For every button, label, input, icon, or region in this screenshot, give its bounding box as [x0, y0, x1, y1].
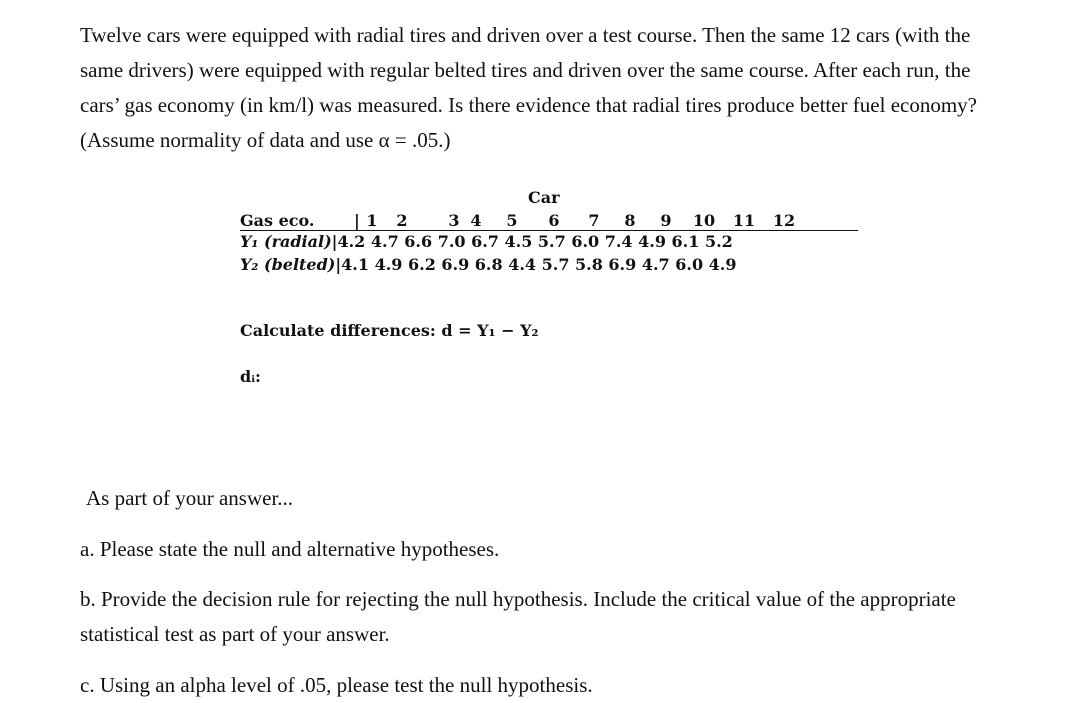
y1-label: Y₁ (radial)|: [240, 232, 338, 251]
table-header-row: [240, 212, 858, 231]
y2-values: 4.1 4.9 6.2 6.9 6.8 4.4 5.7 5.8 6.9 4.7 6.0 4.9: [341, 255, 737, 274]
car-number: 8: [624, 211, 636, 230]
header-divider: |: [354, 211, 360, 230]
car-number: 6: [548, 211, 560, 230]
table-row-belted: [240, 256, 736, 274]
car-column-label: Car: [528, 188, 560, 207]
y1-values: 4.2 4.7 6.6 7.0 6.7 4.5 5.7 6.0 7.4 4.9 6.1 5.2: [337, 232, 733, 251]
car-number: 1: [366, 211, 378, 230]
car-number: 9: [660, 211, 672, 230]
y2-label: Y₂ (belted)|: [240, 255, 342, 274]
problem-statement: Twelve cars were equipped with radial tires and driven over a test course. Then the same 12 cars (with the same drivers) were equipped with regular belted tires and driven over the same course. After each run, the cars’ gas economy (in km/l) was measured. Is there evidence that radial tires produce better fuel economy? (Assume normality of data and use α = .05.): [80, 23, 977, 152]
table-row-radial: [240, 233, 733, 251]
calculate-differences-text: Calculate differences: d = Y₁ − Y₂: [240, 321, 539, 340]
question-c: c. Using an alpha level of .05, please test the null hypothesis.: [80, 673, 593, 697]
gas-eco-label: Gas eco.: [240, 211, 315, 230]
car-number: 3: [448, 211, 460, 230]
question-b: b. Provide the decision rule for rejecting the null hypothesis. Include the critical value of the appropriate statistical test as part of your answer.: [80, 587, 956, 646]
car-number: 5: [506, 211, 518, 230]
car-number: 4: [470, 211, 482, 230]
question-a: a. Please state the null and alternative hypotheses.: [80, 537, 500, 561]
answer-intro: As part of your answer...: [86, 486, 294, 510]
car-number: 12: [772, 211, 796, 230]
car-number: 7: [588, 211, 600, 230]
car-number: 2: [396, 211, 408, 230]
car-number: 11: [732, 211, 756, 230]
differences-label: dᵢ:: [240, 367, 261, 386]
car-number: 10: [692, 211, 716, 230]
